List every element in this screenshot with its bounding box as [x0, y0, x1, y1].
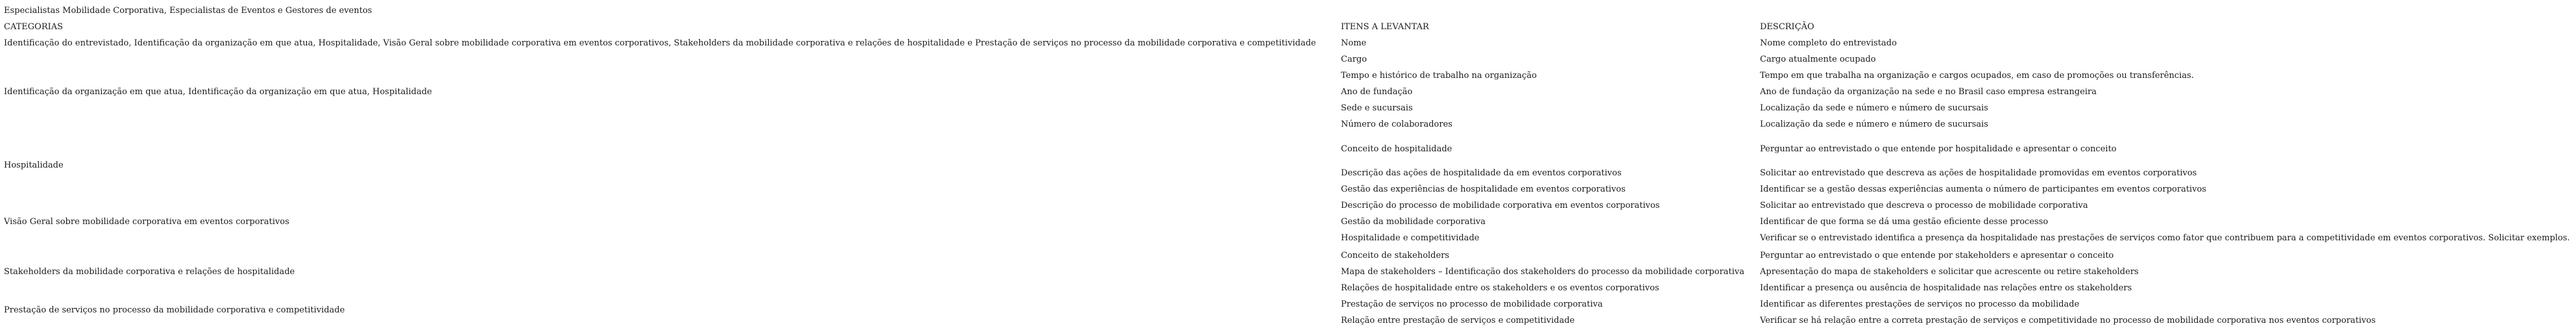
description-cell: Apresentação do mapa de stakeholders e solicitar que acrescente ou retire stakeholders	[1760, 267, 2139, 277]
category-cell: Hospitalidade	[4, 160, 64, 170]
description-cell: Identificar de que forma se dá uma gestão eficiente desse processo	[1760, 217, 2049, 227]
item-cell: Tempo e histórico de trabalho na organização	[1341, 71, 1537, 81]
category-cell: Identificação do entrevistado, Identificação da organização em que atua, Hospitalidade, Visão Geral sobre mobilidade corporativa em eventos corporativos, Stakeholders da mobilidade corporativa e relações de hospitalidade e Prestação de serviços no processo da mobilidade corporativa e competitividade	[4, 38, 1316, 48]
item-cell: Cargo	[1341, 55, 1367, 64]
item-cell: Ano de fundação	[1341, 87, 1413, 97]
description-cell: Perguntar ao entrevistado o que entende por stakeholders e apresentar o conceito	[1760, 251, 2114, 260]
category-cell: Identificação da organização em que atua, Identificação da organização em que atua, Hospitalidade	[4, 87, 432, 97]
item-cell: Sede e sucursais	[1341, 103, 1413, 113]
description-cell: Localização da sede e número e número de sucursais	[1760, 120, 1988, 129]
description-cell: Localização da sede e número e número de sucursais	[1760, 103, 1988, 113]
item-cell: Conceito de stakeholders	[1341, 251, 1450, 260]
category-cell: Stakeholders da mobilidade corporativa e relações de hospitalidade	[4, 267, 295, 277]
category-cell: Visão Geral sobre mobilidade corporativa em eventos corporativos	[4, 217, 289, 227]
description-cell: Identificar se a gestão dessas experiências aumenta o número de participantes em eventos corporativos	[1760, 184, 2207, 194]
description-cell: Tempo em que trabalha na organização e cargos ocupados, em caso de promoções ou transferências.	[1760, 71, 2194, 81]
item-cell: Número de colaboradores	[1341, 120, 1452, 129]
description-cell: Solicitar ao entrevistado que descreva as ações de hospitalidade promovidas em eventos corporativos	[1760, 168, 2197, 178]
description-cell: Identificar as diferentes prestações de serviços no processo da mobilidade	[1760, 299, 2080, 309]
item-cell: Nome	[1341, 38, 1367, 48]
item-cell: Gestão das experiências de hospitalidade em eventos corporativos	[1341, 184, 1626, 194]
header-descricao: DESCRIÇÃO	[1760, 22, 1814, 32]
item-cell: Relação entre prestação de serviços e competitividade	[1341, 316, 1575, 325]
item-cell: Relações de hospitalidade entre os stakeholders e os eventos corporativos	[1341, 283, 1659, 293]
description-cell: Verificar se o entrevistado identifica a presença da hospitalidade nas prestações de serviços como fator que contribuem para a competitividade em eventos corporativos. Solicitar exemplos.	[1760, 233, 2570, 243]
item-cell: Descrição das ações de hospitalidade da em eventos corporativos	[1341, 168, 1622, 178]
description-cell: Identificar a presença ou ausência de hospitalidade nas relações entre os stakeholders	[1760, 283, 2132, 293]
item-cell: Prestação de serviços no processo de mobilidade corporativa	[1341, 299, 1603, 309]
item-cell: Conceito de hospitalidade	[1341, 144, 1452, 154]
document-title: Especialistas Mobilidade Corporativa, Especialistas de Eventos e Gestores de eventos	[4, 6, 372, 16]
item-cell: Descrição do processo de mobilidade corporativa em eventos corporativos	[1341, 201, 1660, 210]
header-categorias: CATEGORIAS	[4, 22, 64, 32]
description-cell: Cargo atualmente ocupado	[1760, 55, 1876, 64]
description-cell: Ano de fundação da organização na sede e no Brasil caso empresa estrangeira	[1760, 87, 2097, 97]
description-cell: Nome completo do entrevistado	[1760, 38, 1897, 48]
item-cell: Mapa de stakeholders – Identificação dos stakeholders do processo da mobilidade corporativa	[1341, 267, 1745, 277]
description-cell: Solicitar ao entrevistado que descreva o processo de mobilidade corporativa	[1760, 201, 2088, 210]
header-itens-a-levantar: ITENS A LEVANTAR	[1341, 22, 1429, 32]
item-cell: Gestão da mobilidade corporativa	[1341, 217, 1486, 227]
item-cell: Hospitalidade e competitividade	[1341, 233, 1480, 243]
description-cell: Verificar se há relação entre a correta prestação de serviços e competitividade no processo de mobilidade corporativa nos eventos corporativos	[1760, 316, 2376, 325]
category-cell: Prestação de serviços no processo da mobilidade corporativa e competitividade	[4, 305, 345, 315]
description-cell: Perguntar ao entrevistado o que entende por hospitalidade e apresentar o conceito	[1760, 144, 2117, 154]
